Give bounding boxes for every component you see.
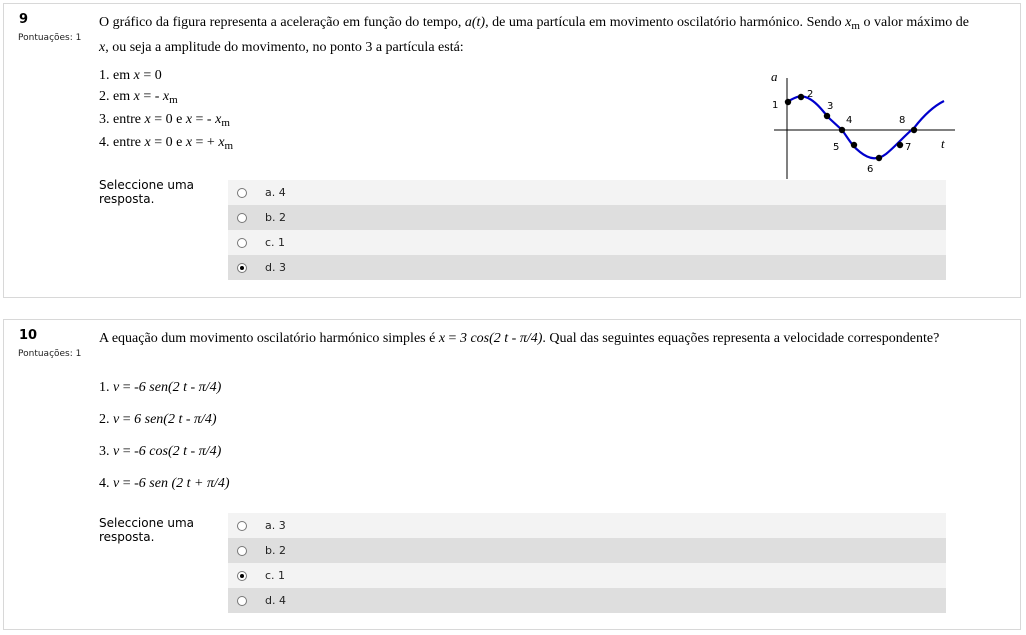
point-label-7: 7 <box>905 142 912 153</box>
answer-b[interactable] <box>228 205 946 230</box>
point-label-3: 3 <box>827 101 834 112</box>
point-7 <box>897 142 903 148</box>
point-2 <box>798 94 804 100</box>
question-text: A equação dum movimento oscilatório harmónico simples é x = 3 cos(2 t - π/4). Qual das seguintes equações representa a velocidade correspondente? <box>99 331 940 346</box>
question-grade: Pontuações: 1 <box>18 33 82 43</box>
answer-a[interactable] <box>228 513 946 538</box>
radio-c[interactable] <box>237 571 247 581</box>
answer-prompt: Seleccione uma resposta. <box>99 516 195 544</box>
answer-d[interactable] <box>228 588 946 613</box>
answer-d-label: d. 4 <box>265 594 286 607</box>
question-9 <box>3 3 1021 298</box>
radio-b[interactable] <box>237 213 247 223</box>
answer-b-label: b. 2 <box>265 544 286 557</box>
answer-b-label: b. 2 <box>265 211 286 224</box>
point-5 <box>851 142 857 148</box>
answer-a-label: a. 4 <box>265 186 286 199</box>
point-label-2: 2 <box>807 89 814 100</box>
point-label-8: 8 <box>899 115 906 126</box>
answer-b[interactable] <box>228 538 946 563</box>
option-2: 2. v = 6 sen(2 t - π/4) <box>99 412 217 427</box>
point-6 <box>876 155 882 161</box>
point-label-1: 1 <box>772 100 779 111</box>
answer-prompt: Seleccione uma resposta. <box>99 178 195 206</box>
curve-points <box>785 94 917 161</box>
answer-d[interactable] <box>228 255 946 280</box>
option-3: 3. entre x = 0 e x = - $x_m$ <box>99 112 230 129</box>
point-1 <box>785 99 791 105</box>
point-4 <box>839 127 845 133</box>
point-label-4: 4 <box>846 115 853 126</box>
answer-list <box>228 513 946 613</box>
option-4: 4. entre x = 0 e x = + $x_m$ <box>99 135 234 152</box>
answer-a[interactable] <box>228 180 946 205</box>
question-grade: Pontuações: 1 <box>18 349 82 359</box>
answer-list <box>228 180 946 280</box>
answer-c-label: c. 1 <box>265 236 286 249</box>
option-1: 1. v = -6 sen(2 t - π/4) <box>99 380 222 395</box>
point-3 <box>824 113 830 119</box>
point-label-6: 6 <box>867 164 874 175</box>
x-axis-label: t <box>941 136 945 151</box>
radio-d[interactable] <box>237 263 247 273</box>
question-10 <box>3 319 1021 630</box>
answer-c[interactable] <box>228 563 946 588</box>
point-8 <box>911 127 917 133</box>
acceleration-curve <box>787 96 944 158</box>
radio-a[interactable] <box>237 521 247 531</box>
radio-c[interactable] <box>237 238 247 248</box>
question-number: 9 <box>19 12 29 27</box>
y-axis-label: a <box>771 69 778 84</box>
point-label-5: 5 <box>833 142 840 153</box>
option-4: 4. v = -6 sen (2 t + π/4) <box>99 476 230 491</box>
option-3: 3. v = -6 cos(2 t - π/4) <box>99 444 222 459</box>
radio-d[interactable] <box>237 596 247 606</box>
answer-c-label: c. 1 <box>265 569 286 582</box>
answer-c[interactable] <box>228 230 946 255</box>
question-number: 10 <box>19 328 38 343</box>
radio-a[interactable] <box>237 188 247 198</box>
option-1: 1. em x = 0 <box>99 68 162 83</box>
acceleration-graph <box>762 68 962 183</box>
answer-d-label: d. 3 <box>265 261 286 274</box>
radio-b[interactable] <box>237 546 247 556</box>
option-2: 2. em x = - $x_m$ <box>99 89 178 106</box>
answer-a-label: a. 3 <box>265 519 286 532</box>
question-text: O gráfico da figura representa a aceleração em função do tempo, a(t), de uma partícula em movimento oscilatório harmónico. Sendo $x_m$ o valor máximo de x, ou seja a amplitude do movimento, no ponto 3 a partícula está: <box>99 15 969 55</box>
